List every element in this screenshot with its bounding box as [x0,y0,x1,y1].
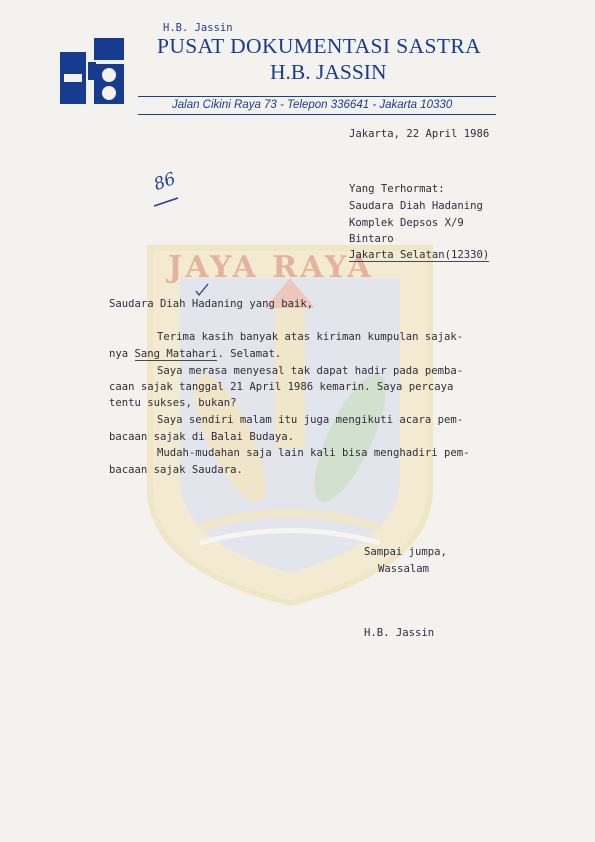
body-p4-line2: bacaan sajak Saudara. [109,464,243,476]
handwritten-note [151,168,188,212]
recipient-line2: Saudara Diah Hadaning [349,200,483,212]
recipient-line1: Yang Terhormat: [349,183,445,195]
letterhead-top-rule [138,96,496,97]
closing-line1: Sampai jumpa, [364,546,447,558]
letterhead-small-name: H.B. Jassin [163,22,233,34]
body-p2-line3: tentu sukses, bukan? [109,397,237,409]
recipient-line5: Jakarta Selatan(12330) [349,249,490,261]
closing-line2: Wassalam [378,563,430,575]
letterhead-title-line1: PUSAT DOKUMENTASI SASTRA [157,34,482,58]
body-p4-line1: Mudah-mudahan saja lain kali bisa menghadiri pem- [157,447,470,459]
body-p1-line1: Terima kasih banyak atas kiriman kumpulan sajak- [157,331,464,343]
letterhead-title-line2: H.B. JASSIN [270,60,387,84]
body-p1-suffix: . Selamat. [217,348,282,360]
handwritten-note-text: 86 [151,168,179,196]
signature-name: H.B. Jassin [364,627,435,639]
salutation: Saudara Diah Hadaning yang baik, [109,298,314,310]
body-p2-line1: Saya merasa menyesal tak dapat hadir pada pemba- [157,365,464,377]
body-p3-line1: Saya sendiri malam itu juga mengikuti acara pem- [157,414,464,426]
body-p1-line2 [109,348,281,360]
body-p1-prefix: nya [109,348,135,360]
body-p2-line2: caan sajak tanggal 21 April 1986 kemarin. Saya percaya [109,381,454,393]
recipient-line3: Komplek Depsos X/9 [349,217,464,229]
letter-date: Jakarta, 22 April 1986 [349,128,490,140]
recipient-line4: Bintaro [349,233,394,245]
body-p3-line2: bacaan sajak di Balai Budaya. [109,431,294,443]
checkmark-icon [195,283,209,297]
letterhead-bottom-rule [138,114,496,115]
book-title: Sang Matahari [134,348,218,360]
handwritten-underline-icon [152,196,182,208]
letterhead-address: Jalan Cikini Raya 73 - Telepon 336641 - Jakarta 10330 [172,99,453,111]
hb-monogram-icon [60,38,124,104]
watermark-text: JAYA RAYA [168,250,374,285]
